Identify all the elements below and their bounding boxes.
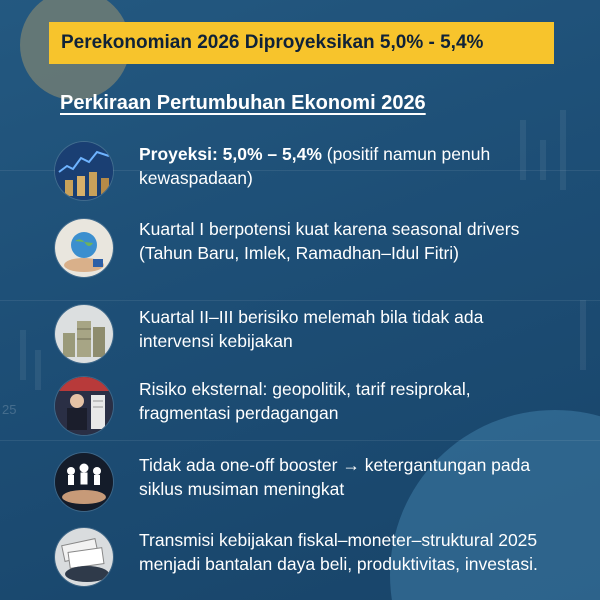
- banner-title: Perekonomian 2026 Diproyeksikan 5,0% - 5,4%: [61, 32, 484, 53]
- grid-line: [0, 300, 600, 301]
- list-item-text: Tidak ada one-off booster → ketergantungan pada siklus musiman meningkat: [139, 455, 531, 499]
- coins-chart-icon: [55, 142, 113, 200]
- list-item-text: [139, 142, 559, 190]
- background-candlestick: [580, 300, 586, 370]
- money-stacks-icon: [55, 305, 113, 363]
- background-candlestick: [20, 330, 26, 380]
- background-candlestick: [35, 350, 41, 390]
- list-item-text: Transmisi kebijakan fiskal–moneter–struktural 2025 menjadi bantalan daya beli, produktivitas, investasi.: [139, 530, 538, 574]
- people-hands-icon: [55, 453, 113, 511]
- background-candlestick: [560, 110, 566, 190]
- list-item-desc: (positif namun penuh kewaspadaan): [139, 144, 491, 188]
- title-banner: [49, 22, 554, 64]
- cash-hand-icon: [55, 528, 113, 586]
- section-subtitle: Perkiraan Pertumbuhan Ekonomi 2026: [60, 92, 426, 114]
- list-item-text: Kuartal I berpotensi kuat karena seasonal drivers (Tahun Baru, Imlek, Ramadhan–Idul Fitri): [139, 219, 520, 263]
- list-item-text: Risiko eksternal: geopolitik, tarif resiprokal, fragmentasi perdagangan: [139, 379, 471, 423]
- grid-line: [0, 440, 600, 441]
- list-item-bold: Proyeksi: 5,0% – 5,4%: [139, 144, 322, 164]
- globe-hands-icon: [55, 219, 113, 277]
- background-number: 25: [2, 402, 17, 417]
- press-conference-icon: [55, 377, 113, 435]
- list-item-text: Kuartal II–III berisiko melemah bila tidak ada intervensi kebijakan: [139, 307, 484, 351]
